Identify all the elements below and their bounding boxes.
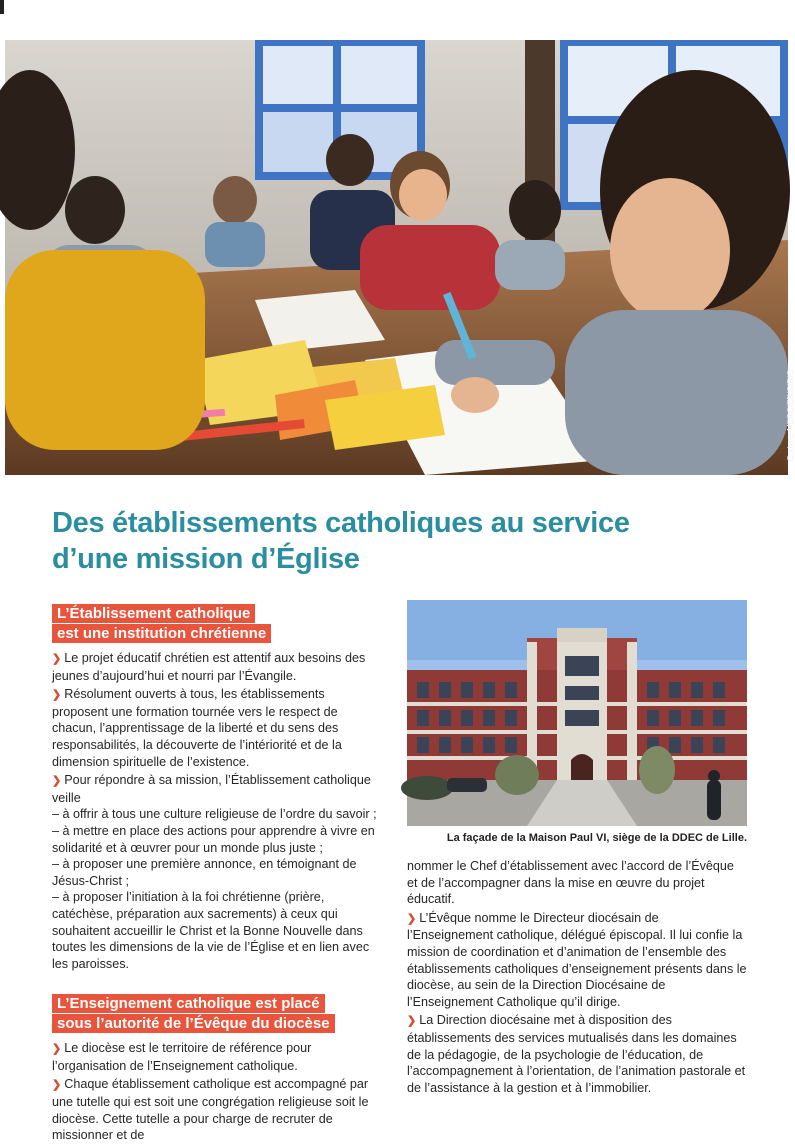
paragraph <box>52 1076 384 1143</box>
paragraph-text: Pour répondre à sa mission, l’Établissement catholique veille <box>52 773 371 805</box>
paragraph-text: Le diocèse est le territoire de référence pour l’organisation de l’Enseignement catholique. <box>52 1041 312 1073</box>
section-heading-1-line-2: est une institution chrétienne <box>52 624 271 643</box>
title-line-1: Des établissements catholiques au service <box>52 507 630 539</box>
chevron-bullet-icon: ❯ <box>52 689 62 702</box>
chevron-bullet-icon: ❯ <box>52 653 62 665</box>
paragraph <box>407 1012 747 1096</box>
paragraph-text: L’Évêque nomme le Directeur diocésain de l’Enseignement catholique, délégué épiscopal. Il lui confie la mission de coordination et d’animation de l’ensemble des établissements catholiques d’enseignement présents dans le diocèse, au sein de la Direction Diocésaine de l’Enseignement Catholique qu’il dirige. <box>407 910 747 1009</box>
chevron-bullet-icon: ❯ <box>407 1015 417 1028</box>
scan-edge-mark <box>0 0 4 14</box>
chevron-bullet-icon: ❯ <box>407 912 417 925</box>
paragraph-text: Chaque établissement catholique est accompagné par une tutelle qui est soit une congrégation religieuse soit le diocèse. Cette tutelle a pour charge de recruter de missionner et de <box>52 1077 369 1143</box>
section-heading-2-line-1: L’Enseignement catholique est placé <box>52 994 325 1013</box>
paragraph-text: Résolument ouverts à tous, les établissements proposent une formation tournée vers le respect de chacun, l’apprentissage de la liberté et du sens des responsabilités, la découverte de l’intériorité et de la dimension spirituelle de l’existence. <box>52 687 342 769</box>
classroom-illustration <box>5 40 788 475</box>
chevron-bullet-icon: ❯ <box>52 775 62 788</box>
building-illustration <box>407 600 747 826</box>
paragraph <box>52 650 384 684</box>
section-heading-2 <box>52 994 384 1034</box>
chevron-bullet-icon: ❯ <box>52 1043 62 1056</box>
hero-photo <box>5 40 795 475</box>
section-heading-2-line-2: sous l’autorité de l’Évêque du diocèse <box>52 1014 335 1033</box>
list-item: – à proposer l’initiation à la foi chrétienne (prière, catéchèse, préparation aux sacrements) à ceux qui souhaitent accueillir le Christ et la Bonne Nouvelle dans toutes les dimensions de la vie de l’Église et en lien avec les paroisses. <box>52 890 370 971</box>
paragraph <box>52 1040 384 1074</box>
section-heading-1-line-1: L’Établissement catholique <box>52 604 255 623</box>
left-column <box>52 604 384 1146</box>
right-column <box>407 858 747 1098</box>
paragraph-text: Le projet éducatif chrétien est attentif aux besoins des jeunes d’aujourd’hui et nourri par l’Évangile. <box>52 651 366 683</box>
title-line-2: d’une mission d’Église <box>52 543 360 575</box>
photo-credit: Corinne MERCIER/CIRIC <box>786 370 795 462</box>
chevron-bullet-icon: ❯ <box>52 1079 62 1092</box>
building-photo <box>407 600 747 826</box>
photo-caption: La façade de la Maison Paul VI, siège de la DDEC de Lille. <box>446 832 747 844</box>
list-item: – à mettre en place des actions pour apprendre à vivre en solidarité et à œuvrer pour un monde plus juste ; <box>52 823 375 855</box>
paragraph-text: La Direction diocésaine met à disposition des établissements des services mutualisés dans les domaines de la pédagogie, de la psychologie de l’éducation, de l’accompagnement à l’orientation, de l’animation pastorale et de l’assistance à la gestion et à l’immobilier. <box>407 1013 746 1095</box>
paragraph <box>407 910 747 1011</box>
paragraph: nommer le Chef d’établissement avec l’accord de l’Évêque et de l’accompagner dans la mise en œuvre du projet éducatif. <box>407 859 734 907</box>
section-heading-1 <box>52 604 384 644</box>
page-title <box>52 505 752 577</box>
list-item: – à proposer une première annonce, en témoignant de Jésus-Christ ; <box>52 857 357 888</box>
paragraph <box>52 772 384 972</box>
list-item: – à offrir à tous une culture religieuse de l’ordre du savoir ; <box>52 807 377 822</box>
paragraph <box>52 686 384 770</box>
